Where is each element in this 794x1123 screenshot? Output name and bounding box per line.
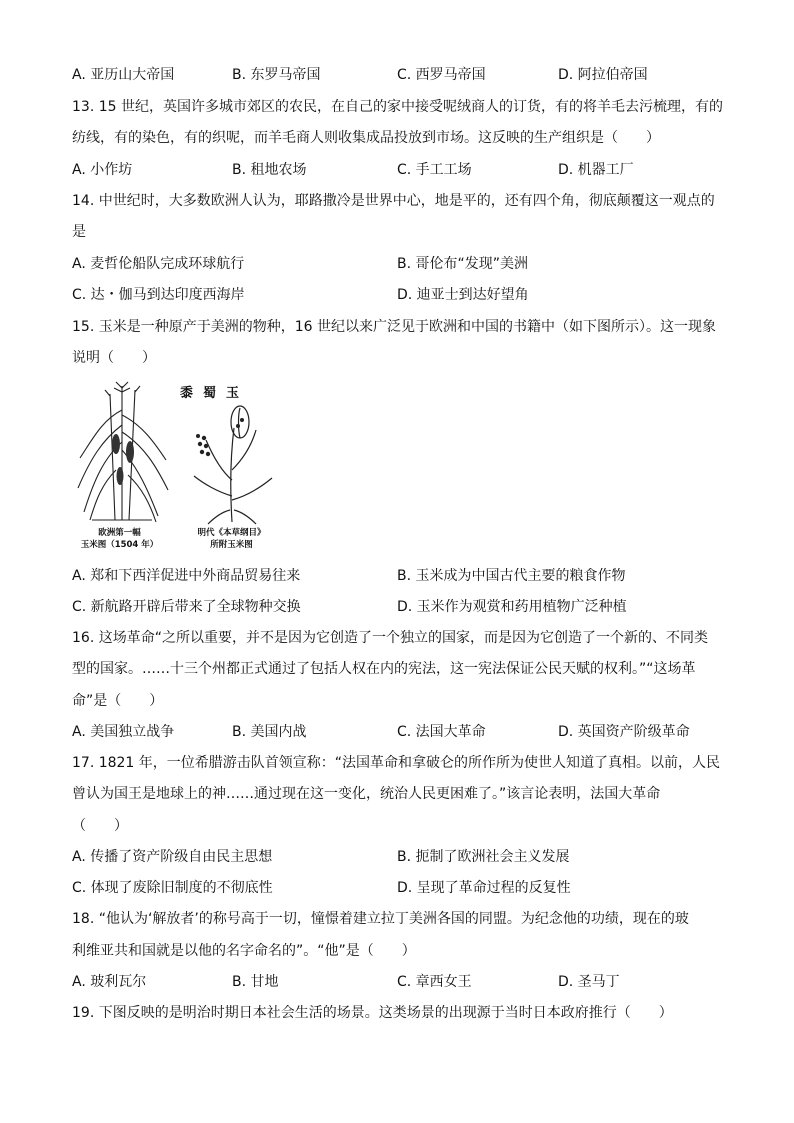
caption-left-line-2: 玉米图（1504 年） [80,540,159,550]
q18-option-a: A. 玻利瓦尔 [72,974,147,990]
q17-stem-line-2: 曾认为国王是地球上的神……通过现在这一变化，统治人民更困难了。”该言论表明，法国大革命 [72,786,661,802]
q18-stem-line-1: 18. “他认为‘解放者’的称号高于一切，憧憬着建立拉丁美洲各国的同盟。为纪念他的功绩，现在的玻 [72,911,689,927]
q12-option-c: C. 西罗马帝国 [397,67,486,83]
q12-option-a: A. 亚历山大帝国 [72,67,175,83]
q16-stem-line-3: 命”是（ ） [72,693,164,709]
q17-option-c: C. 体现了废除旧制度的不彻底性 [72,880,273,896]
european-corn-drawing [72,380,172,526]
q14-stem-line-1: 14. 中世纪时，大多数欧洲人认为，耶路撒冷是世界中心，地是平的，还有四个角，彻底颠覆这一观点的 [72,193,715,209]
q13-option-d: D. 机器工厂 [558,162,634,178]
q14-option-a: A. 麦哲伦船队完成环球航行 [72,256,245,272]
figure-title: 黍蜀玉 [180,386,250,401]
q16-option-c: C. 法国大革命 [397,724,486,740]
q17-option-b: B. 扼制了欧洲社会主义发展 [397,849,570,865]
q18-option-d: D. 圣马丁 [558,974,620,990]
q14-option-c: C. 达・伽马到达印度西海岸 [72,287,245,303]
q15-option-c: C. 新航路开辟后带来了全球物种交换 [72,599,301,615]
figure-caption-right [184,527,279,551]
q17-option-a: A. 传播了资产阶级自由民主思想 [72,849,273,865]
q15-stem-line-2: 说明（ ） [72,350,156,366]
q13-option-b: B. 租地农场 [232,162,307,178]
q14-stem-line-2: 是 [72,224,86,240]
q16-option-b: B. 美国内战 [232,724,307,740]
q14-option-d: D. 迪亚士到达好望角 [397,287,529,303]
q17-stem-line-3: （ ） [72,818,128,834]
q13-stem-line-2: 纺线，有的染色，有的织呢，而羊毛商人则收集成品投放到市场。这反映的生产组织是（ ） [72,130,660,146]
q16-option-d: D. 英国资产阶级革命 [558,724,690,740]
q16-stem-line-1: 16. 这场革命“之所以重要，并不是因为它创造了一个独立的国家，而是因为它创造了一个新的、不同类 [72,630,708,646]
q18-option-b: B. 甘地 [232,974,279,990]
q13-option-a: A. 小作坊 [72,162,133,178]
q15-option-a: A. 郑和下西洋促进中外商品贸易往来 [72,568,301,584]
q14-option-b: B. 哥伦布“发现”美洲 [397,256,529,272]
figure-caption-left [72,527,167,551]
q15-stem-line-1: 15. 玉米是一种原产于美洲的物种，16 世纪以来广泛见于欧洲和中国的书籍中（如下图所示）。这一现象 [72,319,716,335]
q17-stem-line-1: 17. 1821 年，一位希腊游击队首领宣称：“法国革命和拿破仑的所作所为使世人知道了真相。以前，人民 [72,755,721,771]
ming-corn-drawing [184,400,280,526]
q18-stem-line-2: 利维亚共和国就是以他的名字命名的”。“他”是（ ） [72,943,416,959]
caption-right-line-2: 所附玉米图 [210,540,253,550]
q16-option-a: A. 美国独立战争 [72,724,175,740]
q13-option-c: C. 手工工场 [397,162,472,178]
q15-option-b: B. 玉米成为中国古代主要的粮食作物 [397,568,626,584]
q12-option-b: B. 东罗马帝国 [232,67,321,83]
q16-stem-line-2: 型的国家。……十三个州都正式通过了包括人权在内的宪法，这一宪法保证公民天赋的权利。”“这场革 [72,661,696,677]
q12-option-d: D. 阿拉伯帝国 [558,67,648,83]
corn-illustration-figure [72,380,282,555]
caption-left-line-1: 欧洲第一幅 [98,528,141,538]
q18-option-c: C. 章西女王 [397,974,472,990]
q17-option-d: D. 呈现了革命过程的反复性 [397,880,571,896]
q19-stem-line-1: 19. 下图反映的是明治时期日本社会生活的场景。这类场景的出现源于当时日本政府推行（ ） [72,1005,673,1021]
q13-stem-line-1: 13. 15 世纪，英国许多城市郊区的农民，在自己的家中接受呢绒商人的订货，有的将羊毛去污梳理，有的 [72,99,723,115]
caption-right-line-1: 明代《本草纲目》 [197,528,266,538]
q15-option-d: D. 玉米作为观赏和药用植物广泛种植 [397,599,627,615]
